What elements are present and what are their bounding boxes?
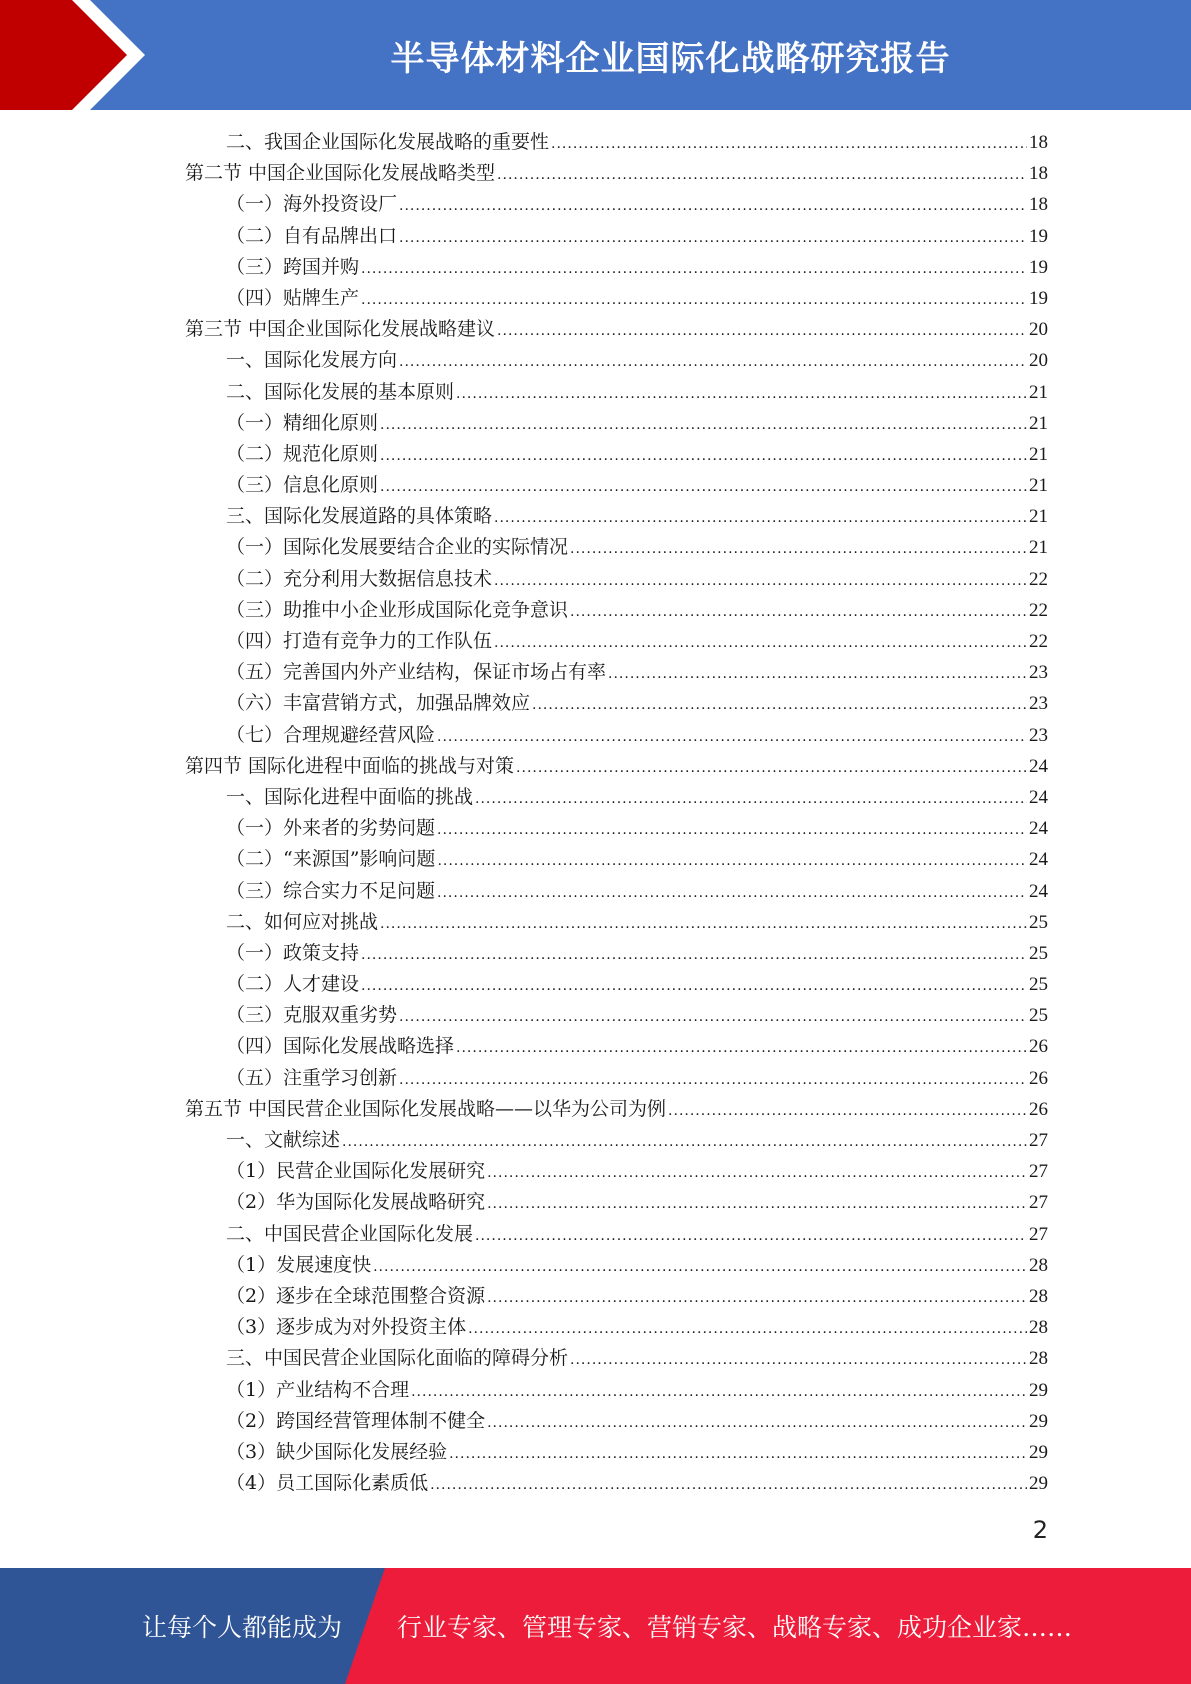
toc-entry[interactable] xyxy=(185,1468,1048,1499)
toc-dot-leader xyxy=(487,1158,1027,1189)
toc-entry[interactable] xyxy=(185,564,1048,595)
toc-entry-label: （五）完善国内外产业结构，保证市场占有率 xyxy=(226,661,607,684)
toc-entry[interactable] xyxy=(185,189,1048,220)
toc-dot-leader xyxy=(437,846,1027,877)
toc-entry-page: 19 xyxy=(1029,225,1048,247)
toc-entry-label: （二）充分利用大数据信息技术 xyxy=(226,567,493,590)
toc-dot-leader xyxy=(399,223,1027,254)
toc-dot-leader xyxy=(475,1221,1027,1252)
toc-entry-label: （三）克服双重劣势 xyxy=(226,1004,398,1027)
toc-entry-label: 第五节 中国民营企业国际化发展战略——以华为公司为例 xyxy=(185,1097,667,1120)
toc-dot-leader xyxy=(380,909,1027,940)
toc-entry-page: 22 xyxy=(1029,568,1048,590)
toc-entry-page: 27 xyxy=(1029,1192,1048,1214)
toc-entry[interactable] xyxy=(185,377,1048,408)
toc-dot-leader xyxy=(516,753,1027,784)
footer-slogan-left: 让每个人都能成为 xyxy=(142,1613,343,1642)
toc-entry[interactable] xyxy=(185,1125,1048,1156)
toc-entry[interactable] xyxy=(185,1281,1048,1312)
toc-entry[interactable] xyxy=(185,314,1048,345)
page-footer xyxy=(0,1568,1191,1684)
toc-entry-label: 二、如何应对挑战 xyxy=(226,910,379,933)
toc-dot-leader xyxy=(608,659,1027,690)
toc-entry[interactable] xyxy=(185,470,1048,501)
toc-entry[interactable] xyxy=(185,657,1048,688)
toc-entry[interactable] xyxy=(185,1187,1048,1218)
toc-entry-label: （二）人才建设 xyxy=(226,973,360,996)
toc-entry-label: （2）跨国经营管理体制不健全 xyxy=(226,1409,486,1432)
toc-entry-label: 第四节 国际化进程中面临的挑战与对策 xyxy=(185,754,515,777)
toc-entry[interactable] xyxy=(185,1031,1048,1062)
toc-entry-label: （一）精细化原则 xyxy=(226,411,379,434)
toc-entry[interactable] xyxy=(185,813,1048,844)
toc-dot-leader xyxy=(570,1345,1027,1376)
toc-entry[interactable] xyxy=(185,688,1048,719)
toc-dot-leader xyxy=(380,410,1027,441)
footer-slogan-right: 行业专家、管理专家、营销专家、战略专家、成功企业家…… xyxy=(397,1613,1073,1642)
toc-entry[interactable] xyxy=(185,844,1048,875)
toc-entry[interactable] xyxy=(185,1312,1048,1343)
toc-dot-leader xyxy=(475,784,1027,815)
toc-entry-page: 28 xyxy=(1029,1348,1048,1370)
toc-entry[interactable] xyxy=(185,221,1048,252)
toc-dot-leader xyxy=(399,191,1027,222)
toc-entry-label: （一）国际化发展要结合企业的实际情况 xyxy=(226,536,569,559)
toc-dot-leader xyxy=(497,316,1027,347)
toc-dot-leader xyxy=(380,472,1027,503)
toc-entry[interactable] xyxy=(185,127,1048,158)
toc-entry-label: （三）助推中小企业形成国际化竞争意识 xyxy=(226,598,569,621)
toc-entry-page: 29 xyxy=(1029,1473,1048,1495)
toc-entry-label: 第三节 中国企业国际化发展战略建议 xyxy=(185,318,496,341)
toc-entry-page: 21 xyxy=(1029,443,1048,465)
toc-entry[interactable] xyxy=(185,532,1048,563)
toc-entry-label: （五）注重学习创新 xyxy=(226,1066,398,1089)
toc-entry-page: 23 xyxy=(1029,724,1048,746)
toc-dot-leader xyxy=(494,566,1027,597)
toc-entry[interactable] xyxy=(185,907,1048,938)
toc-entry-page: 19 xyxy=(1029,287,1048,309)
toc-entry[interactable] xyxy=(185,439,1048,470)
toc-entry-label: （七）合理规避经营风险 xyxy=(226,723,436,746)
toc-entry-page: 29 xyxy=(1029,1441,1048,1463)
toc-dot-leader xyxy=(456,1033,1027,1064)
toc-entry-page: 24 xyxy=(1029,818,1048,840)
toc-dot-leader xyxy=(361,971,1027,1002)
toc-entry-page: 23 xyxy=(1029,662,1048,684)
toc-entry-page: 26 xyxy=(1029,1067,1048,1089)
toc-entry-page: 29 xyxy=(1029,1410,1048,1432)
toc-dot-leader xyxy=(570,534,1027,565)
toc-entry[interactable] xyxy=(185,501,1048,532)
toc-entry[interactable] xyxy=(185,751,1048,782)
toc-dot-leader xyxy=(494,628,1027,659)
toc-entry-label: （一）海外投资设厂 xyxy=(226,193,398,216)
toc-entry-page: 24 xyxy=(1029,849,1048,871)
toc-entry-page: 24 xyxy=(1029,880,1048,902)
toc-entry-page: 24 xyxy=(1029,786,1048,808)
toc-entry-page: 27 xyxy=(1029,1223,1048,1245)
toc-entry-page: 29 xyxy=(1029,1379,1048,1401)
toc-entry[interactable] xyxy=(185,1156,1048,1187)
toc-entry-label: （2）逐步在全球范围整合资源 xyxy=(226,1284,486,1307)
toc-entry-page: 18 xyxy=(1029,132,1048,153)
toc-entry-label: （一）政策支持 xyxy=(226,941,360,964)
toc-entry[interactable] xyxy=(185,1094,1048,1125)
toc-dot-leader xyxy=(497,160,1027,191)
toc-entry-label: （二）规范化原则 xyxy=(226,442,379,465)
toc-entry-label: 二、中国民营企业国际化发展 xyxy=(226,1222,474,1245)
toc-entry-page: 22 xyxy=(1029,631,1048,652)
toc-entry-page: 20 xyxy=(1029,350,1048,372)
toc-entry-page: 21 xyxy=(1029,506,1048,528)
toc-dot-leader xyxy=(437,722,1027,753)
toc-entry-label: 一、国际化进程中面临的挑战 xyxy=(226,785,474,808)
toc-entry[interactable] xyxy=(185,1000,1048,1031)
page-header xyxy=(0,0,1191,110)
toc-entry[interactable] xyxy=(185,595,1048,626)
toc-entry[interactable] xyxy=(185,1343,1048,1374)
toc-dot-leader xyxy=(570,597,1027,628)
toc-entry[interactable] xyxy=(185,1375,1048,1406)
toc-entry-page: 27 xyxy=(1029,1161,1048,1183)
toc-dot-leader xyxy=(399,347,1027,378)
toc-entry-label: （4）员工国际化素质低 xyxy=(226,1472,429,1495)
toc-dot-leader xyxy=(487,1408,1027,1439)
toc-entry-page: 25 xyxy=(1029,911,1048,933)
toc-dot-leader xyxy=(456,379,1027,410)
toc-entry[interactable] xyxy=(185,283,1048,314)
toc-entry-page: 25 xyxy=(1029,974,1048,996)
toc-dot-leader xyxy=(361,254,1027,285)
toc-dot-leader xyxy=(551,129,1027,160)
toc-entry-label: （四）贴牌生产 xyxy=(226,286,360,309)
toc-dot-leader xyxy=(342,1127,1027,1158)
toc-dot-leader xyxy=(361,940,1027,971)
toc-entry[interactable] xyxy=(185,1250,1048,1281)
toc-entry-label: （三）跨国并购 xyxy=(226,255,360,278)
toc-entry-label: 一、文献综述 xyxy=(226,1129,341,1151)
toc-entry-page: 23 xyxy=(1029,693,1048,715)
toc-entry-page: 18 xyxy=(1029,194,1048,216)
toc-entry-label: 第二节 中国企业国际化发展战略类型 xyxy=(185,162,496,185)
toc-entry-label: （二）自有品牌出口 xyxy=(226,224,398,247)
toc-entry-label: （3）缺少国际化发展经验 xyxy=(226,1440,448,1463)
toc-entry[interactable] xyxy=(185,969,1048,1000)
toc-dot-leader xyxy=(399,1002,1027,1033)
toc-entry-page: 25 xyxy=(1029,1005,1048,1027)
toc-dot-leader xyxy=(668,1096,1027,1127)
toc-entry-page: 24 xyxy=(1029,755,1048,777)
toc-entry-label: 二、国际化发展的基本原则 xyxy=(226,380,455,403)
toc-entry[interactable] xyxy=(185,938,1048,969)
toc-entry[interactable] xyxy=(185,720,1048,751)
toc-dot-leader xyxy=(399,1065,1027,1096)
toc-entry[interactable] xyxy=(185,782,1048,813)
toc-entry[interactable] xyxy=(185,158,1048,189)
toc-entry[interactable] xyxy=(185,626,1048,657)
toc-entry-page: 26 xyxy=(1029,1098,1048,1120)
toc-entry-page: 21 xyxy=(1029,537,1048,559)
toc-dot-leader xyxy=(361,285,1027,316)
toc-entry-label: 二、我国企业国际化发展战略的重要性 xyxy=(226,131,550,153)
toc-entry-page: 21 xyxy=(1029,381,1048,403)
toc-entry-page: 21 xyxy=(1029,412,1048,434)
toc-entry-label: （3）逐步成为对外投资主体 xyxy=(226,1316,467,1339)
toc-entry-page: 28 xyxy=(1029,1254,1048,1276)
toc-dot-leader xyxy=(437,815,1027,846)
toc-dot-leader xyxy=(449,1439,1027,1470)
toc-entry-page: 19 xyxy=(1029,256,1048,278)
toc-entry-label: （二）“来源国”影响问题 xyxy=(226,848,436,871)
toc-entry-page: 26 xyxy=(1029,1036,1048,1058)
toc-entry-label: 三、中国民营企业国际化面临的障碍分析 xyxy=(226,1347,569,1370)
toc-entry-label: （1）民营企业国际化发展研究 xyxy=(226,1160,486,1183)
toc-entry-label: （一）外来者的劣势问题 xyxy=(226,817,436,840)
toc-entry[interactable] xyxy=(185,876,1048,907)
toc-dot-leader xyxy=(380,441,1027,472)
toc-dot-leader xyxy=(430,1470,1027,1501)
toc-entry-label: （三）综合实力不足问题 xyxy=(226,879,436,902)
toc-dot-leader xyxy=(437,878,1027,909)
toc-entry-label: 一、国际化发展方向 xyxy=(226,349,398,372)
toc-entry[interactable] xyxy=(185,345,1048,376)
toc-entry-label: （六）丰富营销方式，加强品牌效应 xyxy=(226,692,531,715)
toc-entry-page: 22 xyxy=(1029,599,1048,621)
toc-entry[interactable] xyxy=(185,408,1048,439)
toc-dot-leader xyxy=(532,690,1027,721)
toc-entry[interactable] xyxy=(185,1406,1048,1437)
toc-entry-label: 三、国际化发展道路的具体策略 xyxy=(226,505,493,528)
toc-entry[interactable] xyxy=(185,1219,1048,1250)
toc-entry-page: 21 xyxy=(1029,475,1048,497)
toc-entry-label: （四）国际化发展战略选择 xyxy=(226,1035,455,1058)
toc-entry-page: 27 xyxy=(1029,1130,1048,1151)
toc-dot-leader xyxy=(494,503,1027,534)
table-of-contents xyxy=(185,127,1048,1499)
toc-dot-leader xyxy=(487,1283,1027,1314)
toc-entry-label: （2）华为国际化发展战略研究 xyxy=(226,1191,486,1214)
toc-entry-label: （三）信息化原则 xyxy=(226,474,379,497)
toc-entry-page: 25 xyxy=(1029,942,1048,964)
toc-entry-page: 28 xyxy=(1029,1317,1048,1339)
page-number: 2 xyxy=(1032,1516,1048,1544)
toc-entry-page: 18 xyxy=(1029,163,1048,185)
toc-entry-page: 20 xyxy=(1029,319,1048,341)
toc-entry[interactable] xyxy=(185,1063,1048,1094)
header-arrow-icon xyxy=(0,0,160,110)
toc-entry[interactable] xyxy=(185,1437,1048,1468)
toc-entry-label: （四）打造有竞争力的工作队伍 xyxy=(226,630,493,652)
toc-dot-leader xyxy=(487,1189,1027,1220)
toc-entry-page: 28 xyxy=(1029,1285,1048,1307)
document-title: 半导体材料企业国际化战略研究报告 xyxy=(390,38,951,79)
toc-entry-label: （1）产业结构不合理 xyxy=(226,1378,410,1401)
toc-entry[interactable] xyxy=(185,252,1048,283)
toc-dot-leader xyxy=(468,1314,1027,1345)
toc-dot-leader xyxy=(373,1252,1027,1283)
toc-entry-label: （1）发展速度快 xyxy=(226,1253,372,1276)
toc-dot-leader xyxy=(411,1377,1027,1408)
